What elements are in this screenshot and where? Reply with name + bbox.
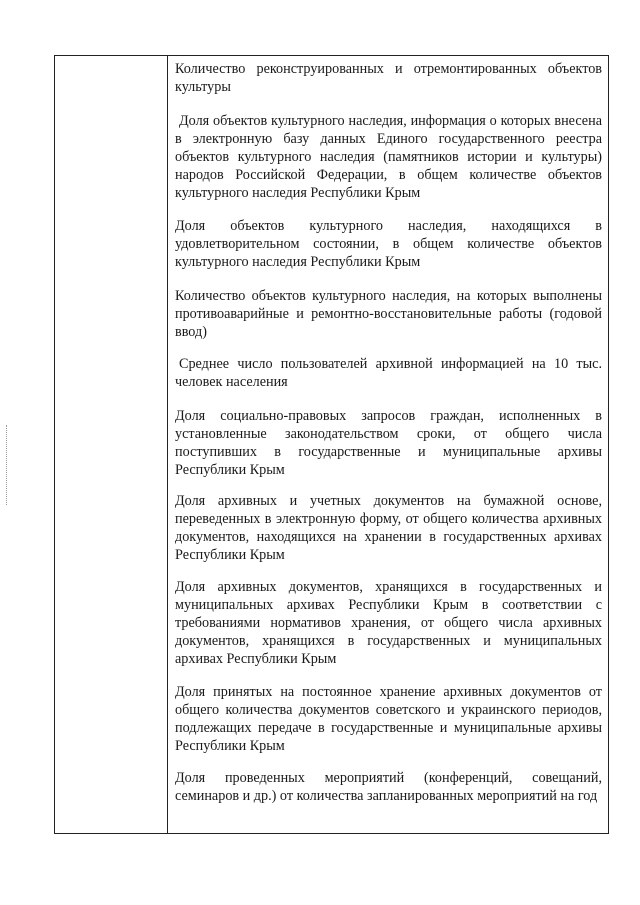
indicator-item: Доля объектов культурного наследия, информация о которых внесена в электронную базу данных Единого государственного реестра объектов культурного наследия (памятников истории и культуры) народов Российской Федерации, в общем количестве объектов культурного наследия Республики Крым xyxy=(175,113,602,201)
margin-binding-mark xyxy=(6,425,8,505)
indicator-item: Количество реконструированных и отремонтированных объектов культуры xyxy=(175,61,602,95)
indicators-column xyxy=(168,56,608,833)
indicator-item: Доля объектов культурного наследия, находящихся в удовлетворительном состоянии, в общем количестве объектов культурного наследия Республики Крым xyxy=(175,218,602,270)
indicator-item: Доля принятых на постоянное хранение архивных документов от общего количества документов советского и украинского периодов, подлежащих передаче в государственные и муниципальные архивы Республики Крым xyxy=(175,684,602,754)
empty-left-column xyxy=(55,56,168,833)
indicator-item: Доля социально-правовых запросов граждан, исполненных в установленные законодательством сроки, от общего числа поступивших в государственные и муниципальные архивы Республики Крым xyxy=(175,408,602,478)
indicator-item: Доля проведенных мероприятий (конференций, совещаний, семинаров и др.) от количества запланированных мероприятий на год xyxy=(175,770,602,804)
indicator-item: Количество объектов культурного наследия, на которых выполнены противоаварийные и ремонтно-восстановительные работы (годовой ввод) xyxy=(175,288,602,340)
indicator-item: Доля архивных и учетных документов на бумажной основе, переведенных в электронную форму, от общего количества архивных документов, находящихся на хранении в государственных архивах Республики Крым xyxy=(175,493,602,563)
indicator-item: Среднее число пользователей архивной информацией на 10 тыс. человек населения xyxy=(175,356,602,390)
indicator-item: Доля архивных документов, хранящихся в государственных и муниципальных архивах Республики Крым в соответствии с требованиями нормативов хранения, от общего числа архивных документов, хранящихся в государственных и муниципальных архивах Республики Крым xyxy=(175,579,602,667)
indicators-table xyxy=(54,55,609,834)
